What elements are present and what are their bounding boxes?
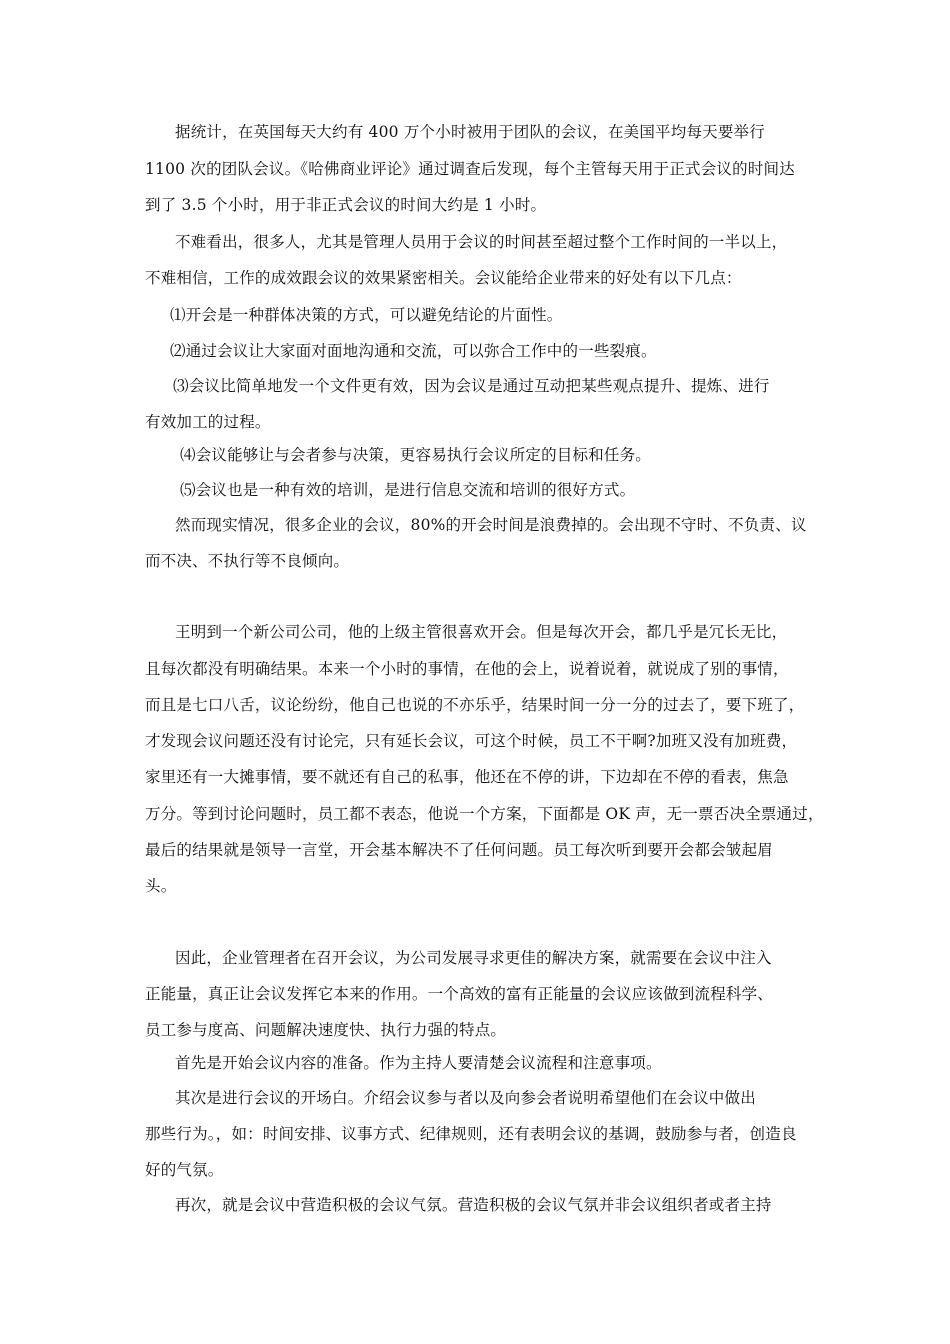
list-item: ⑷会议能够让与会者参与决策，更容易执行会议所定的目标和任务。	[180, 446, 652, 464]
paragraph-line: 最后的结果就是领导一言堂，开会基本解决不了任何问题。员工每次听到要开会都会皱起眉	[145, 841, 774, 859]
paragraph-line: 到了 3.5 个小时，用于非正式会议的时间大约是 1 小时。	[145, 196, 547, 214]
paragraph-line: 然而现实情况，很多企业的会议，80%的开会时间是浪费掉的。会出现不守时、不负责、议	[175, 516, 807, 534]
list-item: ⑴开会是一种群体决策的方式，可以避免结论的片面性。	[170, 306, 563, 324]
paragraph-line: 家里还有一大摊事情，要不就还有自己的私事，他还在不停的讲，下边却在不停的看表，焦急	[145, 768, 789, 786]
paragraph-line: 王明到一个新公司公司，他的上级主管很喜欢开会。但是每次开会，都几乎是冗长无比，	[175, 623, 788, 641]
list-item: ⑵通过会议让大家面对面地沟通和交流，可以弥合工作中的一些裂痕。	[170, 342, 657, 360]
paragraph-line: 且每次都没有明确结果。本来一个小时的事情，在他的会上，说着说着，就说成了别的事情，	[145, 660, 789, 678]
list-item: ⑶会议比简单地发一个文件更有效，因为会议是通过互动把某些观点提升、提炼、进行	[173, 377, 770, 395]
paragraph-line: 好的气氛。	[145, 1161, 224, 1179]
paragraph-line: 才发现会议问题还没有讨论完，只有延长会议，可这个时候，员工不干啊?加班又没有加班费，	[145, 732, 798, 750]
paragraph-line: 1100 次的团队会议。《哈佛商业评论》通过调查后发现，每个主管每天用于正式会议的时间达	[145, 160, 795, 178]
list-item-continuation: 有效加工的过程。	[145, 413, 271, 431]
paragraph-line: 头。	[145, 877, 177, 895]
paragraph-line: 据统计，在英国每天大约有 400 万个小时被用于团队的会议，在美国平均每天要举行	[175, 123, 765, 141]
paragraph-line: 不难看出，很多人，尤其是管理人员用于会议的时间甚至超过整个工作时间的一半以上，	[175, 233, 788, 251]
paragraph-line: 再次，就是会议中营造积极的会议气氛。营造积极的会议气氛并非会议组织者或者主持	[175, 1196, 772, 1214]
paragraph-line: 因此，企业管理者在召开会议，为公司发展寻求更佳的解决方案，就需要在会议中注入	[175, 949, 772, 967]
paragraph-line: 其次是进行会议的开场白。介绍会议参与者以及向参会者说明希望他们在会议中做出	[175, 1089, 756, 1107]
paragraph-line: 不难相信，工作的成效跟会议的效果紧密相关。会议能给企业带来的好处有以下几点：	[145, 269, 742, 287]
paragraph-line: 正能量，真正让会议发挥它本来的作用。一个高效的富有正能量的会议应该做到流程科学、	[145, 985, 774, 1003]
list-item: ⑸会议也是一种有效的培训，是进行信息交流和培训的很好方式。	[180, 481, 636, 499]
paragraph-line: 首先是开始会议内容的准备。作为主持人要清楚会议流程和注意事项。	[175, 1054, 662, 1072]
paragraph-line: 那些行为。，如：时间安排、议事方式、纪律规则，还有表明会议的基调，鼓励参与者，创造良	[145, 1125, 797, 1143]
paragraph-line: 而不决、不执行等不良倾向。	[145, 552, 350, 570]
paragraph-line: 员工参与度高、问题解决速度快、执行力强的特点。	[145, 1021, 507, 1039]
paragraph-line: 而且是七口八舌，议论纷纷，他自己也说的不亦乐乎，结果时间一分一分的过去了，要下班了，	[145, 696, 805, 714]
paragraph-line: 万分。等到讨论问题时，员工都不表态，他说一个方案，下面都是 OK 声，无一票否决全票通过，	[145, 805, 824, 823]
